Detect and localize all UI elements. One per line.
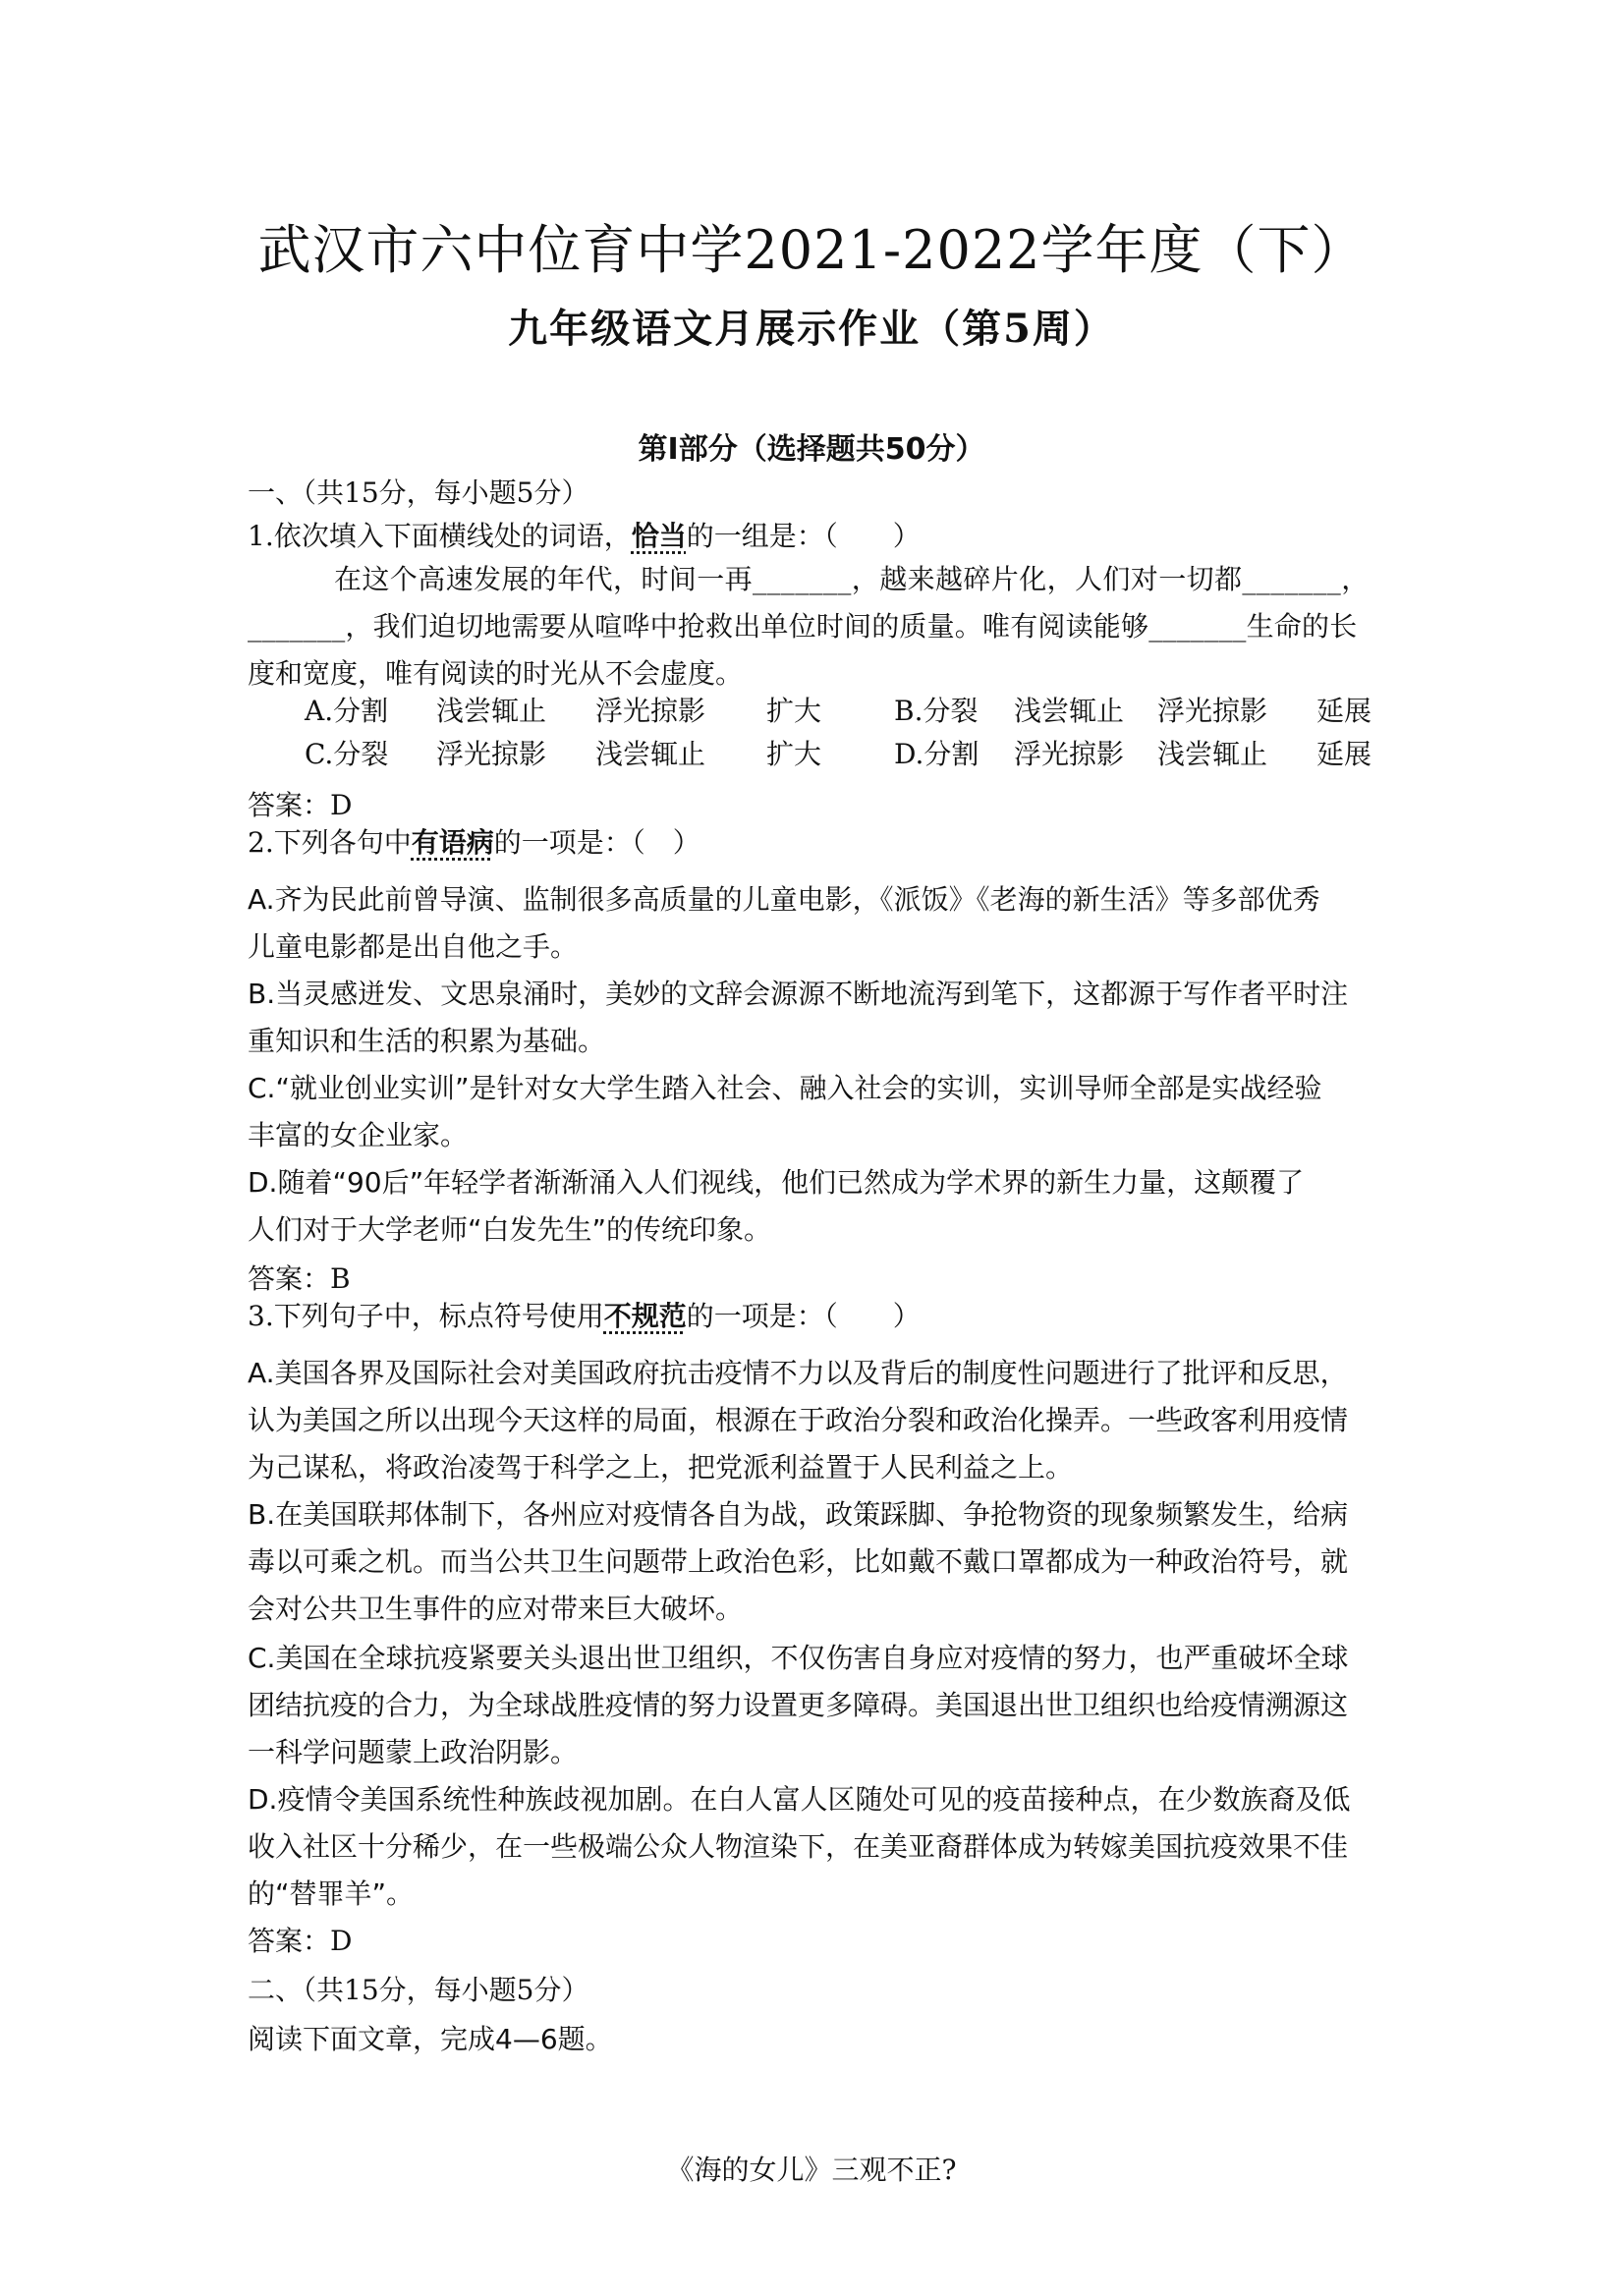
option-line: D.随着“90后”年轻学者渐渐涌入人们视线，他们已然成为学术界的新生力量，这颠覆了 <box>248 1166 1305 1199</box>
option-cell: 浮光掠影 <box>595 695 706 727</box>
section-heading-1: 一、（共15分，每小题5分） <box>248 476 589 509</box>
option-cell: D.分割 <box>894 738 979 770</box>
option-line: 的“替罪羊”。 <box>248 1877 415 1910</box>
option-cell: B.分裂 <box>894 695 979 727</box>
option-cell: 浮光掠影 <box>1014 738 1125 770</box>
question-1-stem <box>248 517 921 556</box>
question-3-answer: 答案：D <box>248 1925 353 1957</box>
question-2-option-c <box>248 1065 1387 1159</box>
section-heading-2: 二、（共15分，每小题5分） <box>248 1974 589 2006</box>
option-line: 为己谋私，将政治凌驾于科学之上，把党派利益置于人民利益之上。 <box>248 1451 1074 1484</box>
question-stem-text: 的一组是：（ ） <box>686 520 921 552</box>
exam-title: 武汉市六中位育中学2021-2022学年度（下） <box>257 219 1366 281</box>
option-line: 重知识和生活的积累为基础。 <box>248 1025 606 1057</box>
option-line: 丰富的女企业家。 <box>248 1119 469 1151</box>
part-heading: 第Ⅰ部分（选择题共50分） <box>638 432 985 467</box>
option-line: C.“就业创业实训”是针对女大学生踏入社会、融入社会的实训，实训导师全部是实战经验 <box>248 1072 1322 1104</box>
option-line: 一科学问题蒙上政治阴影。 <box>248 1736 579 1768</box>
option-line: 收入社区十分稀少，在一些极端公众人物渲染下，在美亚裔群体成为转嫁美国抗疫效果不佳 <box>248 1830 1349 1863</box>
question-1-options <box>305 690 1371 776</box>
question-2-option-b <box>248 971 1387 1065</box>
option-line: A.美国各界及国际社会对美国政府抗击疫情不力以及背后的制度性问题进行了批评和反思， <box>248 1357 1348 1389</box>
passage-line: _______，我们迫切地需要从喧哗中抢救出单位时间的质量。唯有阅读能够_______生命的长 <box>248 610 1358 643</box>
option-line: A.齐为民此前曾导演、监制很多高质量的儿童电影，《派饭》《老海的新生活》等多部优秀 <box>248 883 1320 916</box>
question-stem-text: 3.下列句子中，标点符号使用 <box>248 1300 604 1332</box>
option-cell: 浅尝辄止 <box>1014 695 1125 727</box>
question-3-option-b <box>248 1491 1387 1633</box>
emphasis-text: 恰当 <box>631 520 687 552</box>
passage-line: 度和宽度，唯有阅读的时光从不会虚度。 <box>248 657 744 690</box>
question-1-passage <box>248 556 1387 698</box>
option-cell: 浮光掠影 <box>436 738 547 770</box>
option-line: 人们对于大学老师“白发先生”的传统印象。 <box>248 1213 772 1246</box>
option-line: D.疫情令美国系统性种族歧视加剧。在白人富人区随处可见的疫苗接种点，在少数族裔及低 <box>248 1783 1351 1816</box>
option-cell: 延展 <box>1316 695 1372 727</box>
option-line: 认为美国之所以出现今天这样的局面，根源在于政治分裂和政治化操弄。一些政客利用疫情 <box>248 1404 1349 1436</box>
emphasis-text: 不规范 <box>603 1300 687 1332</box>
option-cell: 浅尝辄止 <box>436 695 547 727</box>
option-cell: 浅尝辄止 <box>1157 738 1268 770</box>
question-3-stem <box>248 1297 921 1336</box>
question-2-answer: 答案：B <box>248 1262 351 1295</box>
option-cell: A.分割 <box>305 695 389 727</box>
emphasis-text: 有语病 <box>411 826 494 859</box>
option-row <box>305 690 1371 733</box>
option-line: 团结抗疫的合力，为全球战胜疫情的努力设置更多障碍。美国退出世卫组织也给疫情溯源这 <box>248 1689 1349 1721</box>
option-line: B.在美国联邦体制下，各州应对疫情各自为战，政策踩脚、争抢物资的现象频繁发生，给病 <box>248 1498 1349 1531</box>
passage-line: 在这个高速发展的年代，时间一再_______，越来越碎片化，人们对一切都_______， <box>334 563 1370 595</box>
option-cell: C.分裂 <box>305 738 389 770</box>
question-3-option-a <box>248 1350 1387 1491</box>
question-stem-text: 1.依次填入下面横线处的词语， <box>248 520 632 552</box>
question-2-option-a <box>248 876 1387 971</box>
question-3-option-c <box>248 1635 1387 1776</box>
question-stem-text: 的一项是：（ ） <box>493 826 700 859</box>
option-cell: 浮光掠影 <box>1157 695 1268 727</box>
option-line: 会对公共卫生事件的应对带来巨大破坏。 <box>248 1593 744 1625</box>
question-stem-text: 的一项是：（ ） <box>686 1300 921 1332</box>
option-cell: 浅尝辄止 <box>595 738 706 770</box>
question-2-stem <box>248 823 700 863</box>
option-line: 毒以可乘之机。而当公共卫生问题带上政治色彩，比如戴不戴口罩都成为一种政治符号，就 <box>248 1545 1349 1578</box>
option-line: B.当灵感迸发、文思泉涌时，美妙的文辞会源源不断地流泻到笔下，这都源于写作者平时注 <box>248 978 1349 1010</box>
article-title: 《海的女儿》三观不正? <box>666 2154 957 2186</box>
option-row <box>305 733 1371 776</box>
option-cell: 延展 <box>1316 738 1372 770</box>
question-3-option-d <box>248 1776 1387 1918</box>
option-cell: 扩大 <box>766 738 822 770</box>
option-line: 儿童电影都是出自他之手。 <box>248 930 579 963</box>
reading-instruction: 阅读下面文章，完成4—6题。 <box>248 2023 613 2055</box>
exam-subtitle: 九年级语文月展示作业（第5周） <box>508 306 1115 352</box>
option-line: C.美国在全球抗疫紧要关头退出世卫组织，不仅伤害自身应对疫情的努力，也严重破坏全球 <box>248 1642 1349 1674</box>
question-1-answer: 答案：D <box>248 789 353 821</box>
question-stem-text: 2.下列各句中 <box>248 826 412 859</box>
question-2-option-d <box>248 1159 1387 1254</box>
option-cell: 扩大 <box>766 695 822 727</box>
